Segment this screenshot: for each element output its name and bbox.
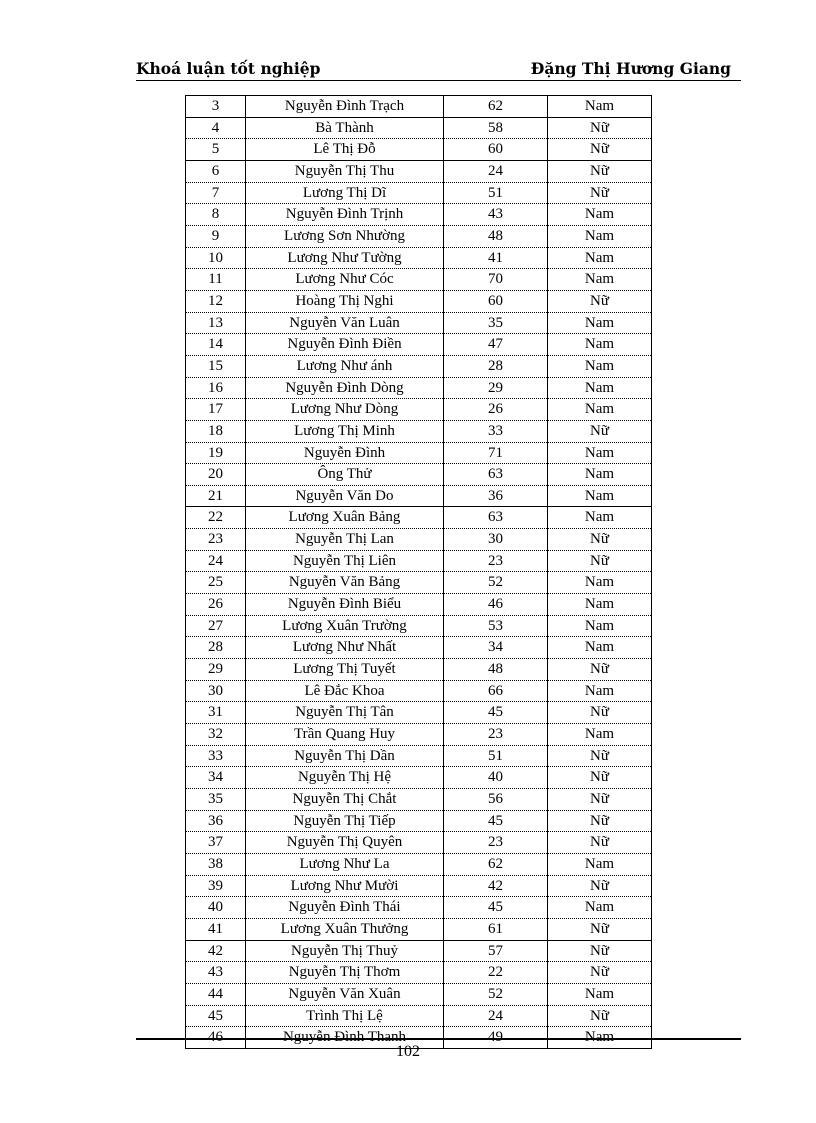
row-number: 14 [186, 334, 246, 356]
person-age: 49 [444, 1027, 548, 1049]
row-number: 40 [186, 897, 246, 919]
person-age: 60 [444, 290, 548, 312]
person-age: 71 [444, 442, 548, 464]
table-row [186, 247, 652, 269]
person-name: Lương Sơn Nhường [246, 225, 444, 247]
table-row [186, 897, 652, 919]
person-gender: Nam [548, 680, 652, 702]
person-name: Lương Như Mười [246, 875, 444, 897]
person-name: Nguyễn Thị Quyên [246, 832, 444, 854]
person-name: Nguyễn Thị Tân [246, 702, 444, 724]
person-gender: Nữ [548, 962, 652, 984]
person-gender: Nam [548, 615, 652, 637]
person-gender: Nữ [548, 117, 652, 139]
row-number: 10 [186, 247, 246, 269]
row-number: 5 [186, 139, 246, 161]
row-number: 13 [186, 312, 246, 334]
person-name: Nguyễn Thị Liên [246, 550, 444, 572]
person-age: 36 [444, 485, 548, 507]
row-number: 23 [186, 529, 246, 551]
person-age: 43 [444, 204, 548, 226]
person-gender: Nam [548, 377, 652, 399]
person-age: 24 [444, 1005, 548, 1027]
person-gender: Nam [548, 225, 652, 247]
row-number: 15 [186, 355, 246, 377]
person-name: Nguyễn Đình Thái [246, 897, 444, 919]
row-number: 25 [186, 572, 246, 594]
person-age: 56 [444, 789, 548, 811]
person-name: Nguyễn Đình [246, 442, 444, 464]
person-name: Nguyễn Văn Do [246, 485, 444, 507]
row-number: 46 [186, 1027, 246, 1049]
person-gender: Nữ [548, 182, 652, 204]
person-age: 45 [444, 702, 548, 724]
row-number: 22 [186, 507, 246, 529]
person-name: Lê Đắc Khoa [246, 680, 444, 702]
person-age: 48 [444, 225, 548, 247]
person-name: Nguyễn Đình Dòng [246, 377, 444, 399]
person-age: 48 [444, 659, 548, 681]
person-name: Nguyễn Văn Luân [246, 312, 444, 334]
person-age: 41 [444, 247, 548, 269]
person-age: 53 [444, 615, 548, 637]
row-number: 20 [186, 464, 246, 486]
table-row [186, 853, 652, 875]
row-number: 32 [186, 724, 246, 746]
person-name: Nguyễn Thị Thuỷ [246, 940, 444, 962]
person-age: 63 [444, 464, 548, 486]
table-row [186, 139, 652, 161]
person-gender: Nam [548, 594, 652, 616]
row-number: 17 [186, 399, 246, 421]
person-age: 24 [444, 160, 548, 182]
person-name: Nguyễn Văn Bảng [246, 572, 444, 594]
person-name: Lương Như Tường [246, 247, 444, 269]
thesis-title: Khoá luận tốt nghiệp [136, 59, 321, 78]
participant-table [185, 95, 652, 1049]
person-name: Lương Thị Dĩ [246, 182, 444, 204]
person-gender: Nam [548, 247, 652, 269]
row-number: 26 [186, 594, 246, 616]
table-row [186, 507, 652, 529]
row-number: 3 [186, 96, 246, 118]
person-gender: Nữ [548, 767, 652, 789]
row-number: 28 [186, 637, 246, 659]
person-gender: Nữ [548, 702, 652, 724]
row-number: 44 [186, 983, 246, 1005]
person-name: Lương Như ánh [246, 355, 444, 377]
person-age: 23 [444, 550, 548, 572]
person-name: Nguyễn Thị Hệ [246, 767, 444, 789]
person-name: Nguyễn Đình Thanh [246, 1027, 444, 1049]
person-gender: Nam [548, 464, 652, 486]
table-row [186, 810, 652, 832]
table-row [186, 399, 652, 421]
person-age: 47 [444, 334, 548, 356]
person-gender: Nam [548, 312, 652, 334]
table-row [186, 550, 652, 572]
person-gender: Nữ [548, 139, 652, 161]
table-row [186, 204, 652, 226]
row-number: 16 [186, 377, 246, 399]
person-gender: Nữ [548, 918, 652, 940]
table-row [186, 875, 652, 897]
row-number: 12 [186, 290, 246, 312]
table-row [186, 702, 652, 724]
row-number: 9 [186, 225, 246, 247]
person-gender: Nam [548, 572, 652, 594]
row-number: 38 [186, 853, 246, 875]
person-age: 51 [444, 745, 548, 767]
row-number: 39 [186, 875, 246, 897]
table-row [186, 96, 652, 118]
table-row [186, 334, 652, 356]
person-gender: Nữ [548, 290, 652, 312]
person-name: Nguyễn Thị Tiếp [246, 810, 444, 832]
person-gender: Nam [548, 269, 652, 291]
row-number: 43 [186, 962, 246, 984]
table-row [186, 615, 652, 637]
table-row [186, 572, 652, 594]
person-name: Nguyễn Thị Lan [246, 529, 444, 551]
person-age: 30 [444, 529, 548, 551]
person-name: Lương Xuân Thưởng [246, 918, 444, 940]
person-gender: Nữ [548, 1005, 652, 1027]
person-age: 22 [444, 962, 548, 984]
row-number: 37 [186, 832, 246, 854]
row-number: 8 [186, 204, 246, 226]
table-row [186, 117, 652, 139]
person-age: 61 [444, 918, 548, 940]
table-row [186, 962, 652, 984]
row-number: 29 [186, 659, 246, 681]
person-age: 42 [444, 875, 548, 897]
table-row [186, 745, 652, 767]
person-name: Bà Thành [246, 117, 444, 139]
row-number: 21 [186, 485, 246, 507]
table-row [186, 940, 652, 962]
row-number: 19 [186, 442, 246, 464]
person-name: Ông Thử [246, 464, 444, 486]
person-gender: Nữ [548, 875, 652, 897]
row-number: 18 [186, 420, 246, 442]
person-age: 28 [444, 355, 548, 377]
person-gender: Nam [548, 96, 652, 118]
page-header [136, 58, 741, 81]
person-gender: Nữ [548, 529, 652, 551]
person-gender: Nữ [548, 160, 652, 182]
person-gender: Nữ [548, 810, 652, 832]
person-gender: Nam [548, 897, 652, 919]
person-gender: Nữ [548, 832, 652, 854]
table-row [186, 312, 652, 334]
person-age: 29 [444, 377, 548, 399]
person-gender: Nam [548, 507, 652, 529]
table-row [186, 594, 652, 616]
person-age: 52 [444, 572, 548, 594]
person-gender: Nam [548, 1027, 652, 1049]
person-name: Nguyễn Đình Trạch [246, 96, 444, 118]
person-age: 70 [444, 269, 548, 291]
person-age: 57 [444, 940, 548, 962]
person-gender: Nữ [548, 789, 652, 811]
person-name: Lương Xuân Bảng [246, 507, 444, 529]
person-name: Nguyễn Thị Chắt [246, 789, 444, 811]
person-gender: Nam [548, 204, 652, 226]
table-row [186, 355, 652, 377]
person-name: Nguyễn Thị Dần [246, 745, 444, 767]
table-row [186, 918, 652, 940]
row-number: 6 [186, 160, 246, 182]
person-name: Trần Quang Huy [246, 724, 444, 746]
person-name: Lương Như La [246, 853, 444, 875]
person-age: 62 [444, 853, 548, 875]
row-number: 7 [186, 182, 246, 204]
person-gender: Nam [548, 983, 652, 1005]
person-name: Lương Thị Minh [246, 420, 444, 442]
person-age: 26 [444, 399, 548, 421]
table-row [186, 659, 652, 681]
person-gender: Nam [548, 334, 652, 356]
row-number: 30 [186, 680, 246, 702]
table-row [186, 464, 652, 486]
person-gender: Nam [548, 442, 652, 464]
row-number: 11 [186, 269, 246, 291]
person-gender: Nam [548, 637, 652, 659]
row-number: 36 [186, 810, 246, 832]
person-name: Nguyễn Thị Thu [246, 160, 444, 182]
person-gender: Nam [548, 399, 652, 421]
person-age: 23 [444, 724, 548, 746]
person-gender: Nữ [548, 550, 652, 572]
row-number: 41 [186, 918, 246, 940]
table-row [186, 420, 652, 442]
row-number: 33 [186, 745, 246, 767]
person-age: 63 [444, 507, 548, 529]
person-age: 46 [444, 594, 548, 616]
table-row [186, 983, 652, 1005]
table-row [186, 182, 652, 204]
person-age: 62 [444, 96, 548, 118]
table-row [186, 269, 652, 291]
person-age: 33 [444, 420, 548, 442]
table-row [186, 637, 652, 659]
person-gender: Nam [548, 355, 652, 377]
person-gender: Nữ [548, 420, 652, 442]
person-name: Trình Thị Lệ [246, 1005, 444, 1027]
person-name: Nguyễn Thị Thơm [246, 962, 444, 984]
page-number: 102 [396, 1043, 420, 1060]
person-name: Nguyễn Đình Điền [246, 334, 444, 356]
person-age: 60 [444, 139, 548, 161]
table-row [186, 767, 652, 789]
table-row [186, 789, 652, 811]
table-row [186, 485, 652, 507]
person-age: 51 [444, 182, 548, 204]
person-name: Hoàng Thị Nghi [246, 290, 444, 312]
footer-divider [136, 1038, 741, 1040]
person-name: Nguyễn Đình Biểu [246, 594, 444, 616]
table-row [186, 1005, 652, 1027]
person-name: Nguyễn Văn Xuân [246, 983, 444, 1005]
person-gender: Nam [548, 853, 652, 875]
person-gender: Nam [548, 485, 652, 507]
author-name: Đặng Thị Hương Giang [530, 59, 731, 78]
person-age: 58 [444, 117, 548, 139]
person-age: 45 [444, 897, 548, 919]
person-name: Lương Như Nhất [246, 637, 444, 659]
table-row [186, 290, 652, 312]
table-row [186, 160, 652, 182]
person-name: Nguyễn Đình Trịnh [246, 204, 444, 226]
person-age: 23 [444, 832, 548, 854]
table-row [186, 529, 652, 551]
row-number: 27 [186, 615, 246, 637]
person-name: Lương Như Cóc [246, 269, 444, 291]
person-name: Lương Thị Tuyết [246, 659, 444, 681]
person-name: Lê Thị Đỗ [246, 139, 444, 161]
row-number: 24 [186, 550, 246, 572]
person-age: 45 [444, 810, 548, 832]
person-age: 35 [444, 312, 548, 334]
table-row [186, 832, 652, 854]
table-row [186, 377, 652, 399]
table-row [186, 225, 652, 247]
table-row [186, 680, 652, 702]
row-number: 35 [186, 789, 246, 811]
row-number: 45 [186, 1005, 246, 1027]
person-age: 34 [444, 637, 548, 659]
person-gender: Nữ [548, 940, 652, 962]
person-name: Lương Xuân Trường [246, 615, 444, 637]
row-number: 42 [186, 940, 246, 962]
person-age: 40 [444, 767, 548, 789]
person-gender: Nữ [548, 659, 652, 681]
person-age: 66 [444, 680, 548, 702]
row-number: 31 [186, 702, 246, 724]
person-gender: Nữ [548, 745, 652, 767]
row-number: 4 [186, 117, 246, 139]
person-age: 52 [444, 983, 548, 1005]
table-row [186, 724, 652, 746]
table-row [186, 442, 652, 464]
person-gender: Nam [548, 724, 652, 746]
row-number: 34 [186, 767, 246, 789]
person-name: Lương Như Dòng [246, 399, 444, 421]
